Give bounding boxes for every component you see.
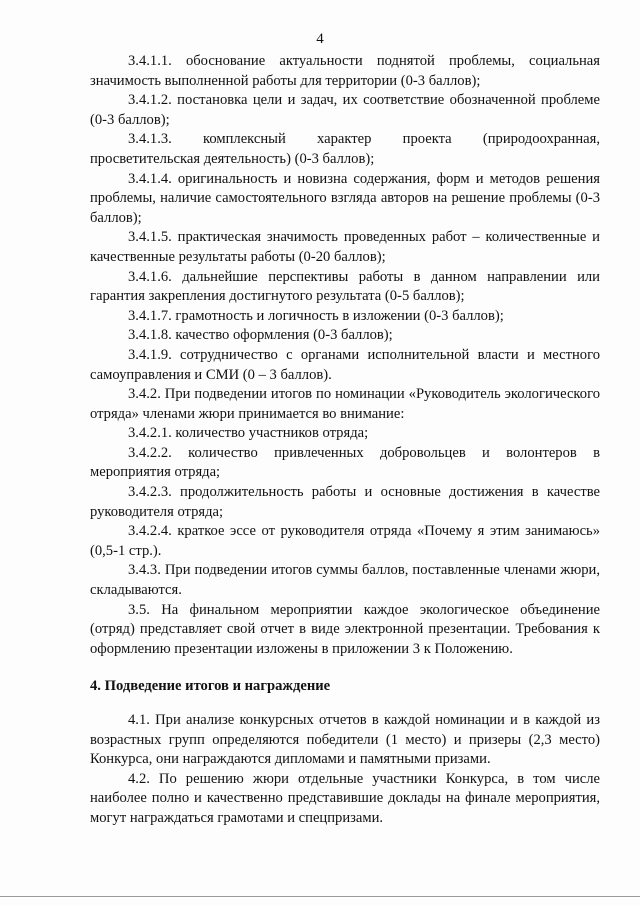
clause-3-4-2-1: 3.4.2.1. количество участников отряда; [128,425,369,442]
clause-3-4-1-2: 3.4.1.2. постановка цели и задач, их соответствие обозначенной проблеме (0-3 баллов); [90,92,600,128]
clause-3-4-1-9: 3.4.1.9. сотрудничество с органами исполнительной власти и местного самоуправления и СМИ (0 – 3 баллов). [90,346,600,383]
clause-3-4-1-1: 3.4.1.1. обоснование актуальности поднятой проблемы, социальная значимость выполненной работы для территории (0-3 баллов); [90,53,600,89]
document-body [90,52,600,829]
section-4-heading: 4. Подведение итогов и награждение [90,678,331,695]
clause-3-4-3: 3.4.3. При подведении итогов суммы баллов, поставленные членами жюри, складываются. [90,562,600,599]
clause-4-1: 4.1. При анализе конкурсных отчетов в каждой номинации и в каждой из возрастных групп определяются победители (1 место) и призеры (2,3 место) Конкурса, они награждаются дипломами и памятными призами. [90,712,600,768]
clause-3-4-1-6: 3.4.1.6. дальнейшие перспективы работы в данном направлении или гарантия закрепления достигнутого результата (0-5 баллов); [90,268,600,305]
clause-3-4-2-4: 3.4.2.4. краткое эссе от руководителя отряда «Почему я этим занимаюсь» (0,5-1 стр.). [90,523,600,559]
clause-3-4-1-4: 3.4.1.4. оригинальность и новизна содержания, форм и методов решения проблемы, наличие самостоятельного взгляда авторов на решение проблемы (0-3 баллов); [90,170,600,226]
page-number: 4 [316,31,324,47]
clause-3-5: 3.5. На финальном мероприятии каждое экологическое объединение (отряд) представляет свой отчет в виде электронной презентации. Требования к оформлению презентации изложены в приложении 3 к Положению. [90,601,600,657]
clause-4-2: 4.2. По решению жюри отдельные участники Конкурса, в том числе наиболее полно и качественно представившие доклады на финале мероприятия, могут награждаться грамотами и спецпризами. [90,770,600,826]
clause-3-4-1-8: 3.4.1.8. качество оформления (0-3 баллов); [128,327,393,344]
clause-3-4-2-2: 3.4.2.2. количество привлеченных добровольцев и волонтеров в мероприятия отряда; [90,444,600,481]
clause-3-4-1-3: 3.4.1.3. комплексный характер проекта (природоохранная, просветительская деятельность) (0-3 баллов); [90,131,600,167]
clause-3-4-1-7: 3.4.1.7. грамотность и логичность в изложении (0-3 баллов); [128,307,504,324]
page-bottom-divider [0,896,640,897]
clause-3-4-1-5: 3.4.1.5. практическая значимость проведенных работ – количественные и качественные результаты работы (0-20 баллов); [90,229,600,265]
clause-3-4-2-3: 3.4.2.3. продолжительность работы и основные достижения в качестве руководителя отряда; [90,484,600,520]
clause-3-4-2: 3.4.2. При подведении итогов по номинации «Руководитель экологического отряда» членами жюри принимается во внимание: [90,386,600,422]
